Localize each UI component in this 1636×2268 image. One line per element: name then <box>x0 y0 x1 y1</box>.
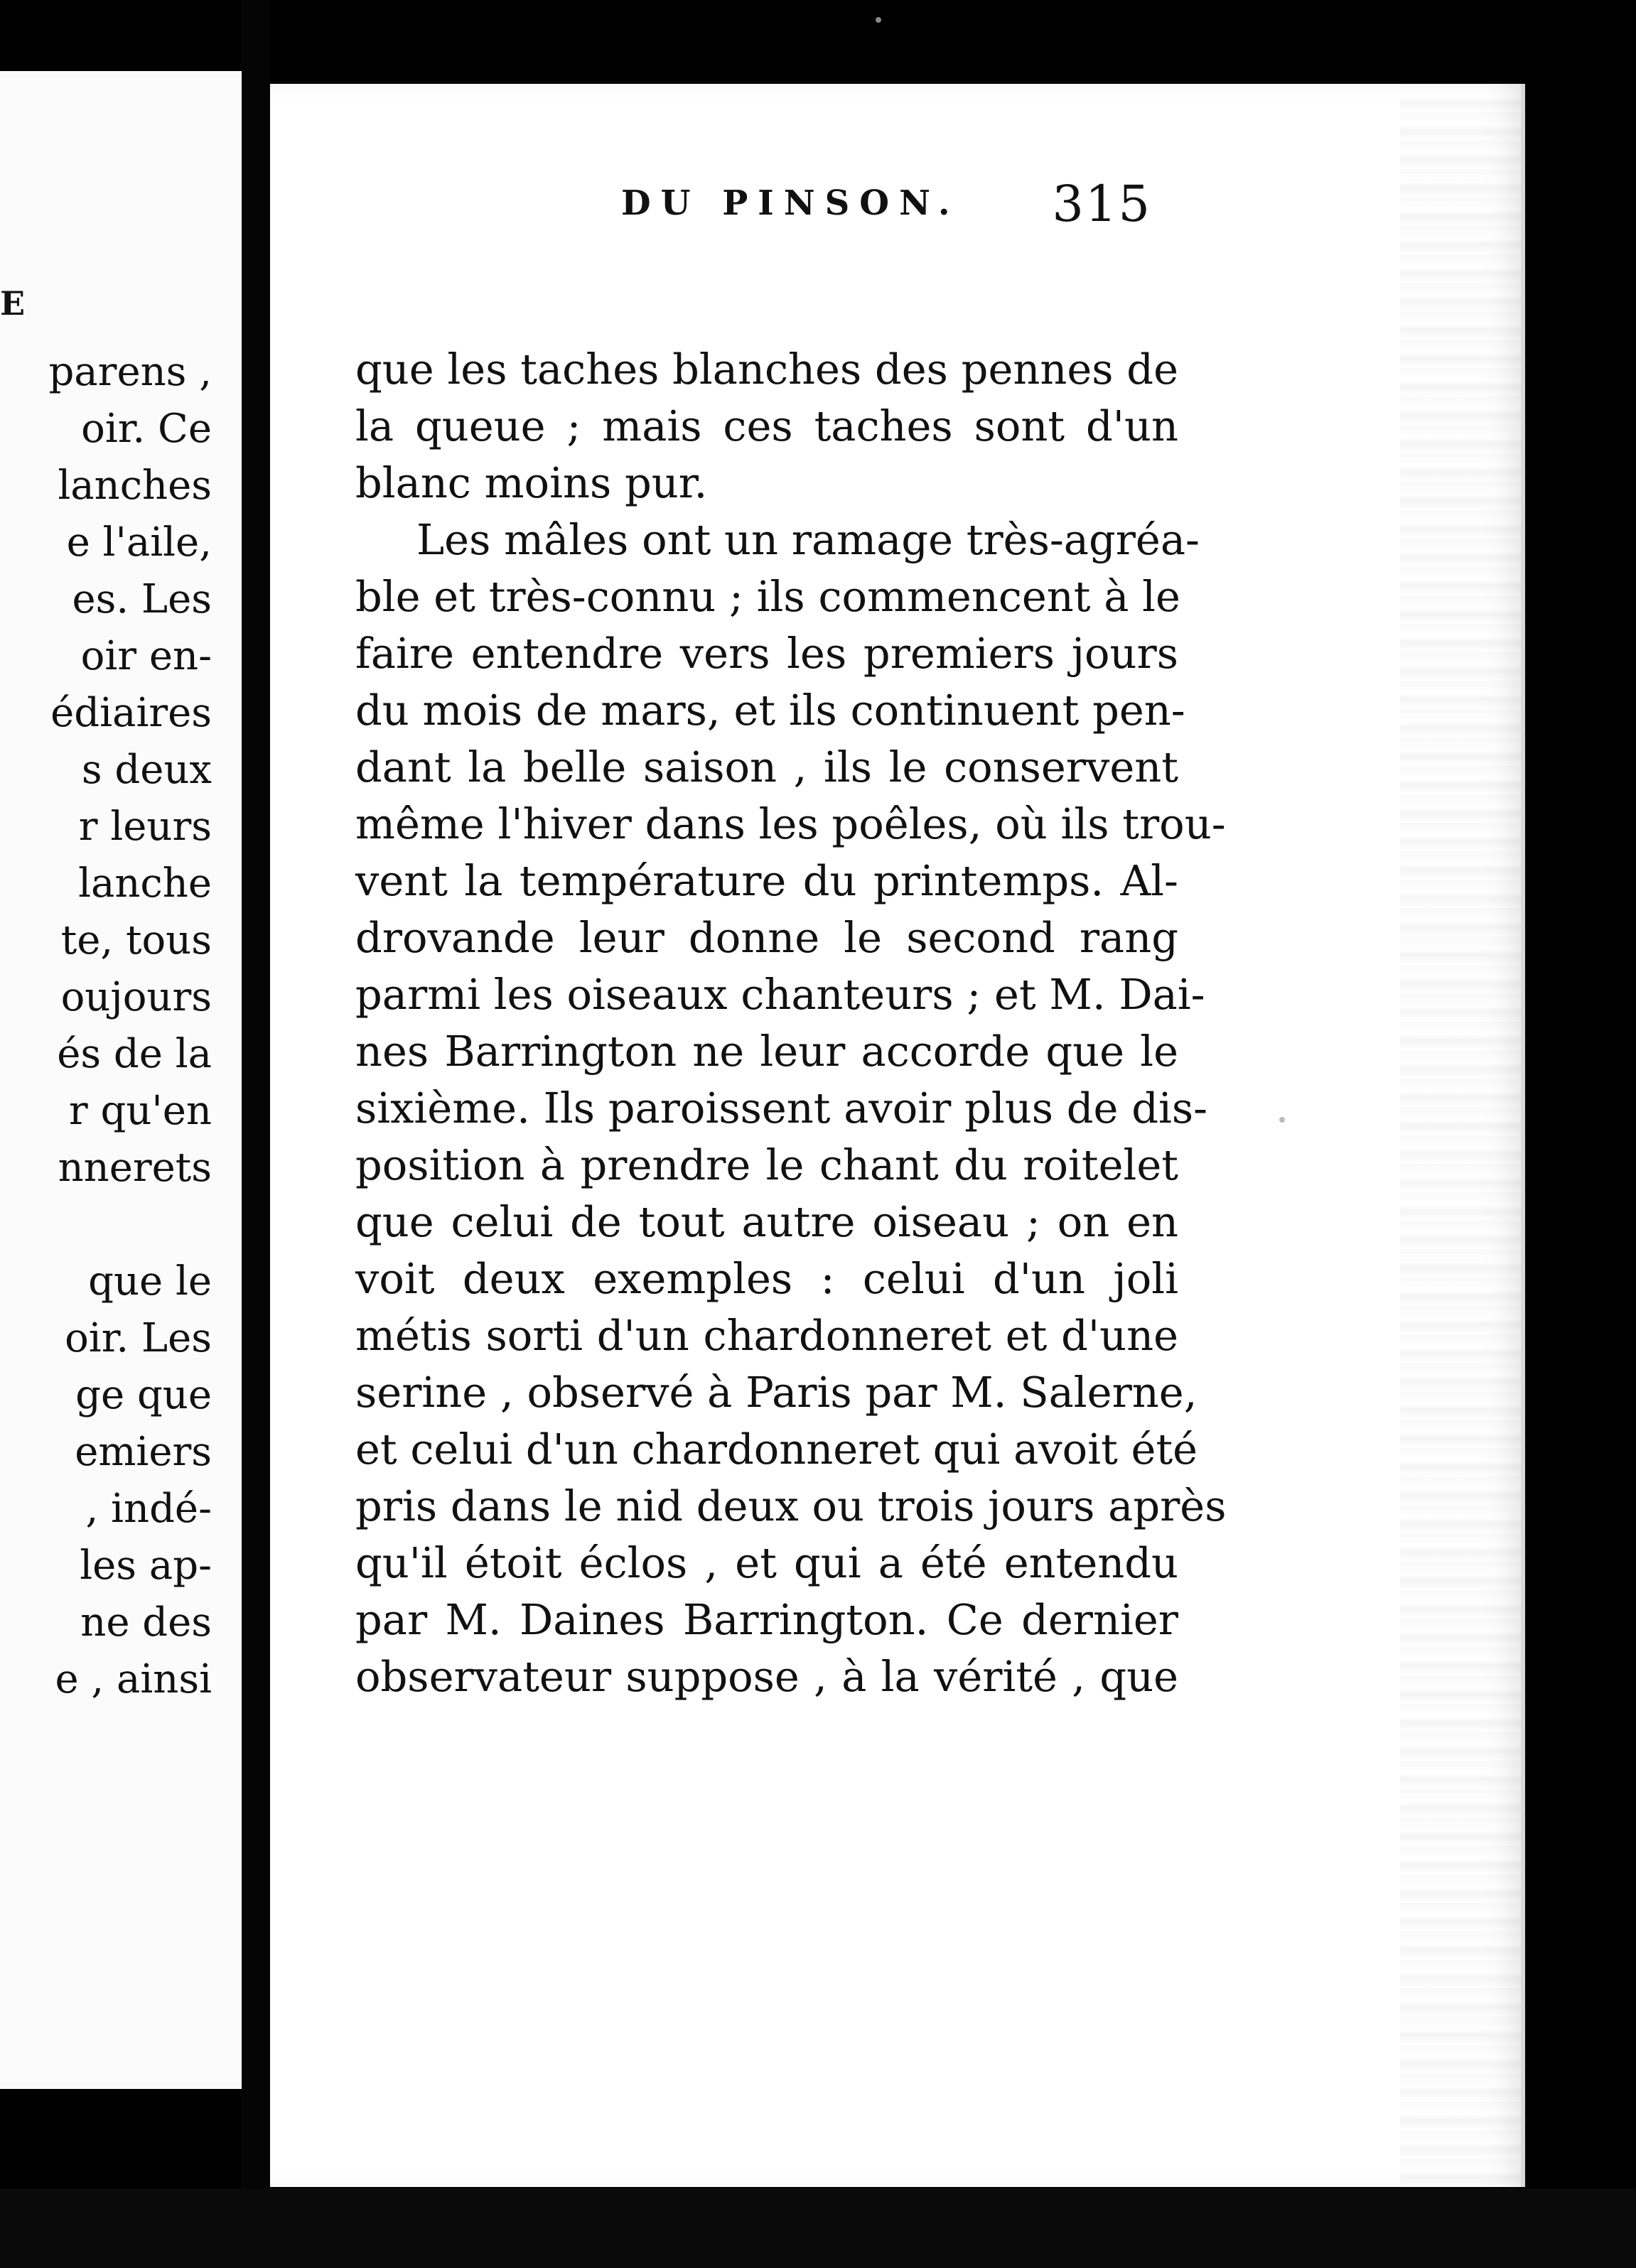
left-text-line: édiaires <box>50 690 212 736</box>
left-text-line: , indé- <box>85 1486 212 1532</box>
text-line: pris dans le nid deux ou trois jours après <box>355 1481 1227 1530</box>
text-line: serine , observé à Paris par M. Salerne, <box>355 1368 1198 1417</box>
text-line: drovande leur donne le second rang <box>355 913 1178 962</box>
text-line: voit deux exemples : celui d'un joli <box>355 1254 1178 1303</box>
left-text-line: te, tous <box>60 917 212 963</box>
text-line: même l'hiver dans les poêles, où ils trou- <box>355 799 1226 848</box>
text-line: et celui d'un chardonneret qui avoit été <box>355 1425 1198 1474</box>
deckled-page-edge <box>1400 84 1521 2187</box>
paper-speck <box>1279 1117 1285 1123</box>
left-text-line: emiers <box>75 1429 212 1475</box>
text-line: qu'il étoit éclos , et qui a été entendu <box>355 1538 1178 1587</box>
text-line: la queue ; mais ces taches sont d'un <box>355 401 1178 450</box>
text-line: dant la belle saison , ils le conservent <box>355 742 1178 792</box>
text-line: vent la température du printemps. Al- <box>355 856 1178 905</box>
scan-bottom-edge <box>0 2188 1636 2268</box>
left-text-line: r qu'en <box>68 1088 212 1134</box>
text-line: par M. Daines Barrington. Ce dernier <box>355 1595 1178 1644</box>
text-line: faire entendre vers les premiers jours <box>355 629 1178 678</box>
left-text-line: lanches <box>58 463 212 509</box>
left-running-head: E <box>0 284 30 323</box>
text-line: blanc moins pur. <box>355 458 708 507</box>
left-text-line: oir. Ce <box>81 406 212 452</box>
book-gutter <box>242 0 270 2268</box>
left-text-line: nnerets <box>58 1145 212 1191</box>
text-line: ble et très-connu ; ils commencent à le <box>355 572 1180 621</box>
left-text-column <box>48 344 212 1708</box>
left-text-line: oir en- <box>80 633 212 679</box>
page-number: 315 <box>1052 175 1151 233</box>
text-line: que celui de tout autre oiseau ; on en <box>355 1197 1178 1246</box>
text-line: position à prendre le chant du roitelet <box>355 1140 1178 1189</box>
left-text-line: lanche <box>78 860 212 907</box>
body-text <box>355 341 1227 1705</box>
left-text-line: ge que <box>75 1372 212 1418</box>
running-head <box>348 175 1151 240</box>
running-title: DU PINSON. <box>621 183 960 223</box>
left-text-line: es. Les <box>72 576 212 622</box>
left-text-line: ne des <box>80 1599 212 1646</box>
text-line: parmi les oiseaux chanteurs ; et M. Dai- <box>355 970 1205 1019</box>
text-line: que les taches blanches des pennes de <box>355 345 1178 394</box>
paper-speck <box>876 17 881 23</box>
left-text-line: e l'aile, <box>66 519 212 566</box>
text-line: nes Barrington ne leur accorde que le <box>355 1027 1178 1076</box>
left-text-line: que le <box>88 1258 212 1305</box>
left-text-line: r leurs <box>78 804 212 850</box>
left-text-line: parens , <box>48 349 212 395</box>
left-text-line: oujours <box>60 974 212 1020</box>
left-text-line: és de la <box>57 1031 212 1077</box>
text-line: métis sorti d'un chardonneret et d'une <box>355 1311 1178 1360</box>
text-line: du mois de mars, et ils continuent pen- <box>355 686 1185 735</box>
text-line: observateur suppose , à la vérité , que <box>355 1652 1178 1701</box>
left-text-line: les ap- <box>80 1543 212 1589</box>
text-line: sixième. Ils paroissent avoir plus de dis- <box>355 1084 1208 1133</box>
left-text-line: s deux <box>81 747 212 793</box>
left-text-gap <box>48 1197 212 1253</box>
left-page <box>0 71 242 2089</box>
left-text-line: oir. Les <box>65 1315 212 1361</box>
left-text-line: e , ainsi <box>55 1656 212 1702</box>
text-line: Les mâles ont un ramage très-agréa- <box>416 515 1200 564</box>
